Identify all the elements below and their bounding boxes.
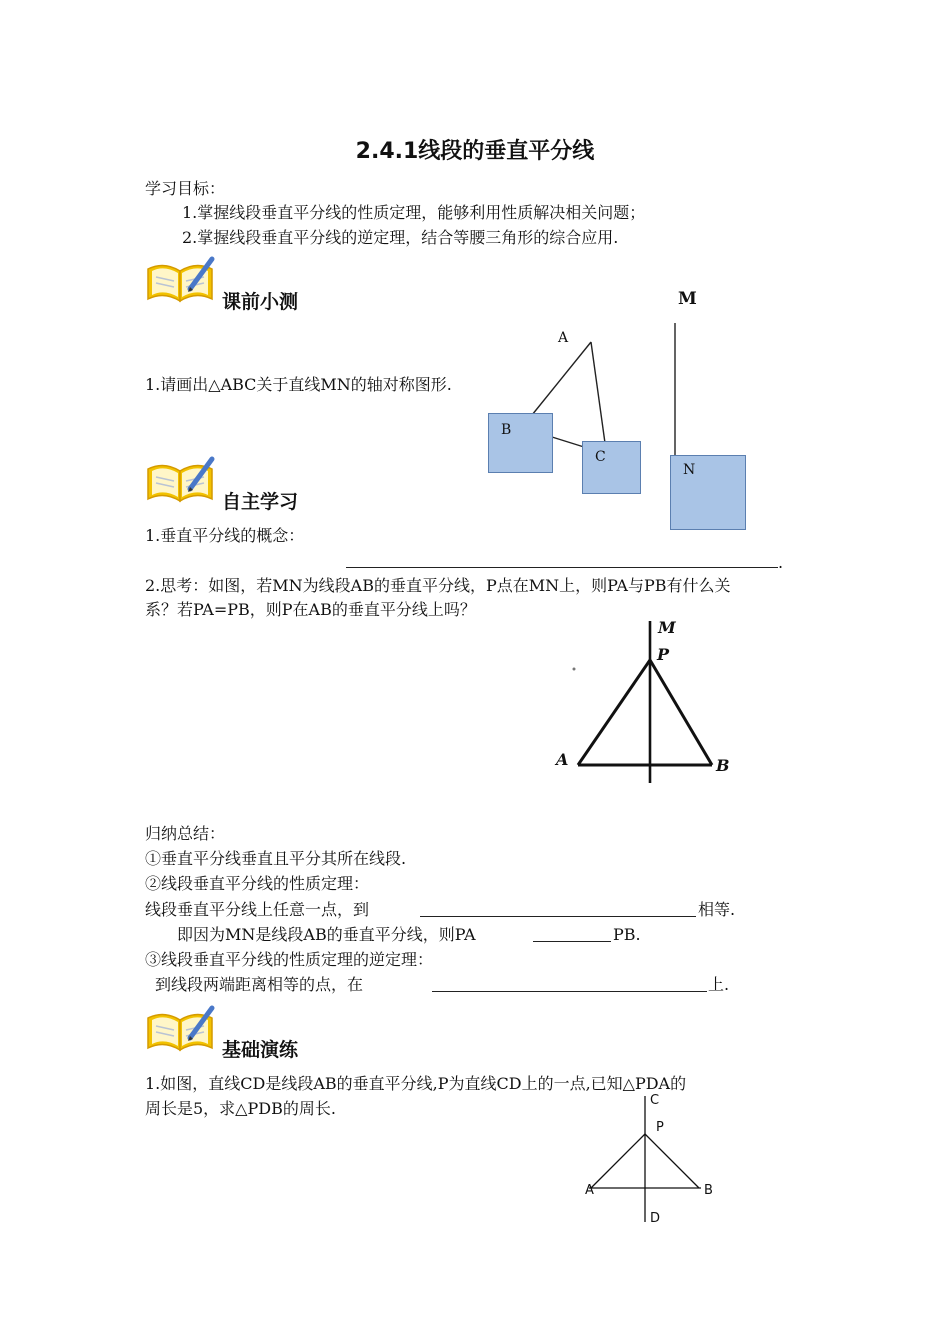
practice-question-line-2: 周长是5，求△PDB的周长. [145,1099,336,1118]
goal-item-2: 2.掌握线段垂直平分线的逆定理，结合等腰三角形的综合应用. [182,228,619,247]
concept-question: 1.垂直平分线的概念： [145,526,305,545]
segment-pb [650,660,712,765]
converse-statement-end: 上. [708,975,730,994]
segment-pa [578,660,650,765]
label-m: M [678,289,697,309]
label-b: B [501,422,512,438]
label-p: P [657,645,670,664]
property-statement-start: 线段垂直平分线上任意一点，到 [145,900,370,919]
goal-item-1: 1.掌握线段垂直平分线的性质定理，能够利用性质解决相关问题； [182,203,646,222]
figure-bisector-cd [575,1090,725,1230]
label-a: A [585,1183,594,1198]
segment-ab [532,342,591,415]
section-heading-self-study: 自主学习 [222,491,299,513]
pa-pb-statement-end: PB. [613,925,641,944]
figure-bisector-pab [550,615,750,790]
figure-bisector-cd-lines [575,1090,725,1230]
practice-question-line-1: 1.如图，直线CD是线段AB的垂直平分线,P为直线CD上的一点,已知△PDA的 [145,1074,687,1093]
box-c [582,441,641,494]
segment-bc [552,437,584,447]
summary-point-1: ①垂直平分线垂直且平分其所在线段. [145,849,407,868]
section-heading-practice: 基础演练 [222,1039,299,1061]
box-n [670,455,746,530]
summary-label: 归纳总结： [145,824,226,843]
label-d: D [650,1211,661,1226]
label-p: P [656,1120,664,1135]
answer-blank-converse[interactable] [432,991,707,992]
label-a: A [556,750,569,769]
open-book-pencil-icon [142,255,220,307]
think-question-line-2: 系？若PA=PB，则P在AB的垂直平分线上吗？ [145,600,476,619]
segment-pa [591,1134,645,1188]
summary-point-3: ③线段垂直平分线的性质定理的逆定理： [145,950,434,969]
label-b: B [716,756,730,775]
answer-blank-pa-pb[interactable] [533,941,611,942]
segment-ac [591,342,605,443]
think-question-line-1: 2.思考：如图，若MN为线段AB的垂直平分线，P点在MN上，则PA与PB有什么关 [145,576,731,595]
goals-label: 学习目标： [145,179,226,198]
page-title: 2.4.1线段的垂直平分线 [355,139,595,164]
segment-pb [645,1134,699,1188]
converse-statement-start: 到线段两端距离相等的点，在 [155,975,364,994]
label-c: C [650,1093,660,1108]
label-a: A [558,330,569,346]
summary-point-2: ②线段垂直平分线的性质定理： [145,874,370,893]
figure-triangle-mn [480,285,780,535]
concept-period: . [778,553,784,572]
section-heading-pretest: 课前小测 [222,291,299,313]
label-n: N [683,462,696,478]
pa-pb-statement-start: 即因为MN是线段AB的垂直平分线，则PA [177,925,476,944]
label-m: M [658,618,676,637]
box-b [488,413,553,473]
label-c: C [595,449,606,465]
label-b: B [704,1183,713,1198]
property-statement-end: 相等. [698,900,736,919]
pretest-question-1: 1.请画出△ABC关于直线MN的轴对称图形. [145,375,452,394]
answer-blank-property[interactable] [420,916,696,917]
answer-blank-concept[interactable] [346,567,778,568]
open-book-pencil-icon [142,1004,220,1056]
open-book-pencil-icon [142,455,220,507]
